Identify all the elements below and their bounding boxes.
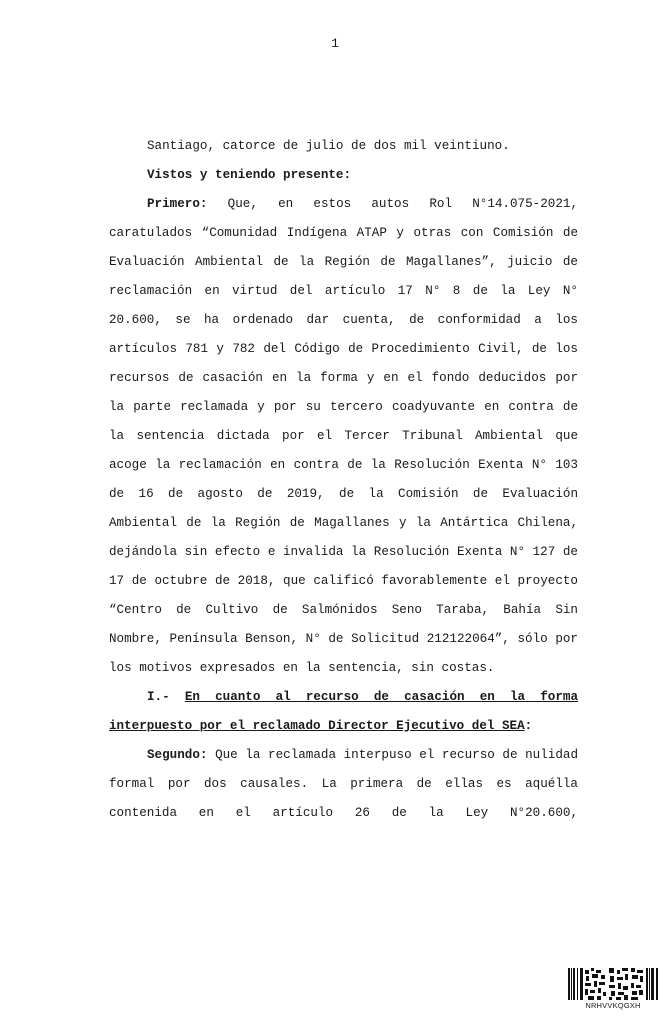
segundo-text: Que la reclamada interpuso el recurso de nulidad formal por dos causales. La primera de ellas es aquélla contenida en el artículo 26 de la Ley N°20.600,	[109, 748, 578, 820]
primero-text: Que, en estos autos Rol N°14.075-2021, caratulados “Comunidad Indígena ATAP y otras con Comisión de Evaluación Ambiental de la Región de Magallanes”, juicio de reclamación en virtud del artículo 17 N° 8 de la Ley N° 20.600, se ha ordenado dar cuenta, de conformidad a los artículos 781 y 782 del Código de Procedimiento Civil, de los recursos de casación en la forma y en el fondo deducidos por la parte reclamada y por su tercero coadyuvante en contra de la sentencia dictada por el Tercer Tribunal Ambiental que acoge la reclamación en contra de la Resolución Exenta N° 103 de 16 de agosto de 2019, de la Comisión de Evaluación Ambiental de la Región de Magallanes y la Antártica Chilena, dejándola sin efecto e invalida la Resolución Exenta N° 127 de 17 de octubre de 2018, que calificó favorablemente el proyecto “Centro de Cultivo de Salmónidos Seno Taraba, Bahía Sin Nombre, Península Benson, N° de Solicitud 212122064”, sólo por los motivos expresados en la sentencia, sin costas.	[109, 197, 579, 675]
document-body	[109, 132, 578, 828]
segundo-label: Segundo:	[147, 748, 208, 762]
paragraph-primero	[109, 190, 578, 683]
section-heading-casacion-forma	[109, 683, 578, 741]
section-number: I.-	[147, 690, 170, 704]
paragraph-segundo	[109, 741, 578, 828]
date-line: Santiago, catorce de julio de dos mil veintiuno.	[147, 139, 510, 153]
barcode-code: NRHVVKQGXH	[568, 1001, 658, 1010]
vistos-heading: Vistos y teniendo presente:	[147, 168, 352, 182]
section-title: En cuanto al recurso de casación en la forma interpuesto por el reclamado Director Ejecutivo del SEA	[109, 690, 578, 733]
section-colon: :	[524, 719, 533, 733]
primero-label: Primero:	[147, 197, 208, 211]
page-number: 1	[331, 36, 339, 51]
